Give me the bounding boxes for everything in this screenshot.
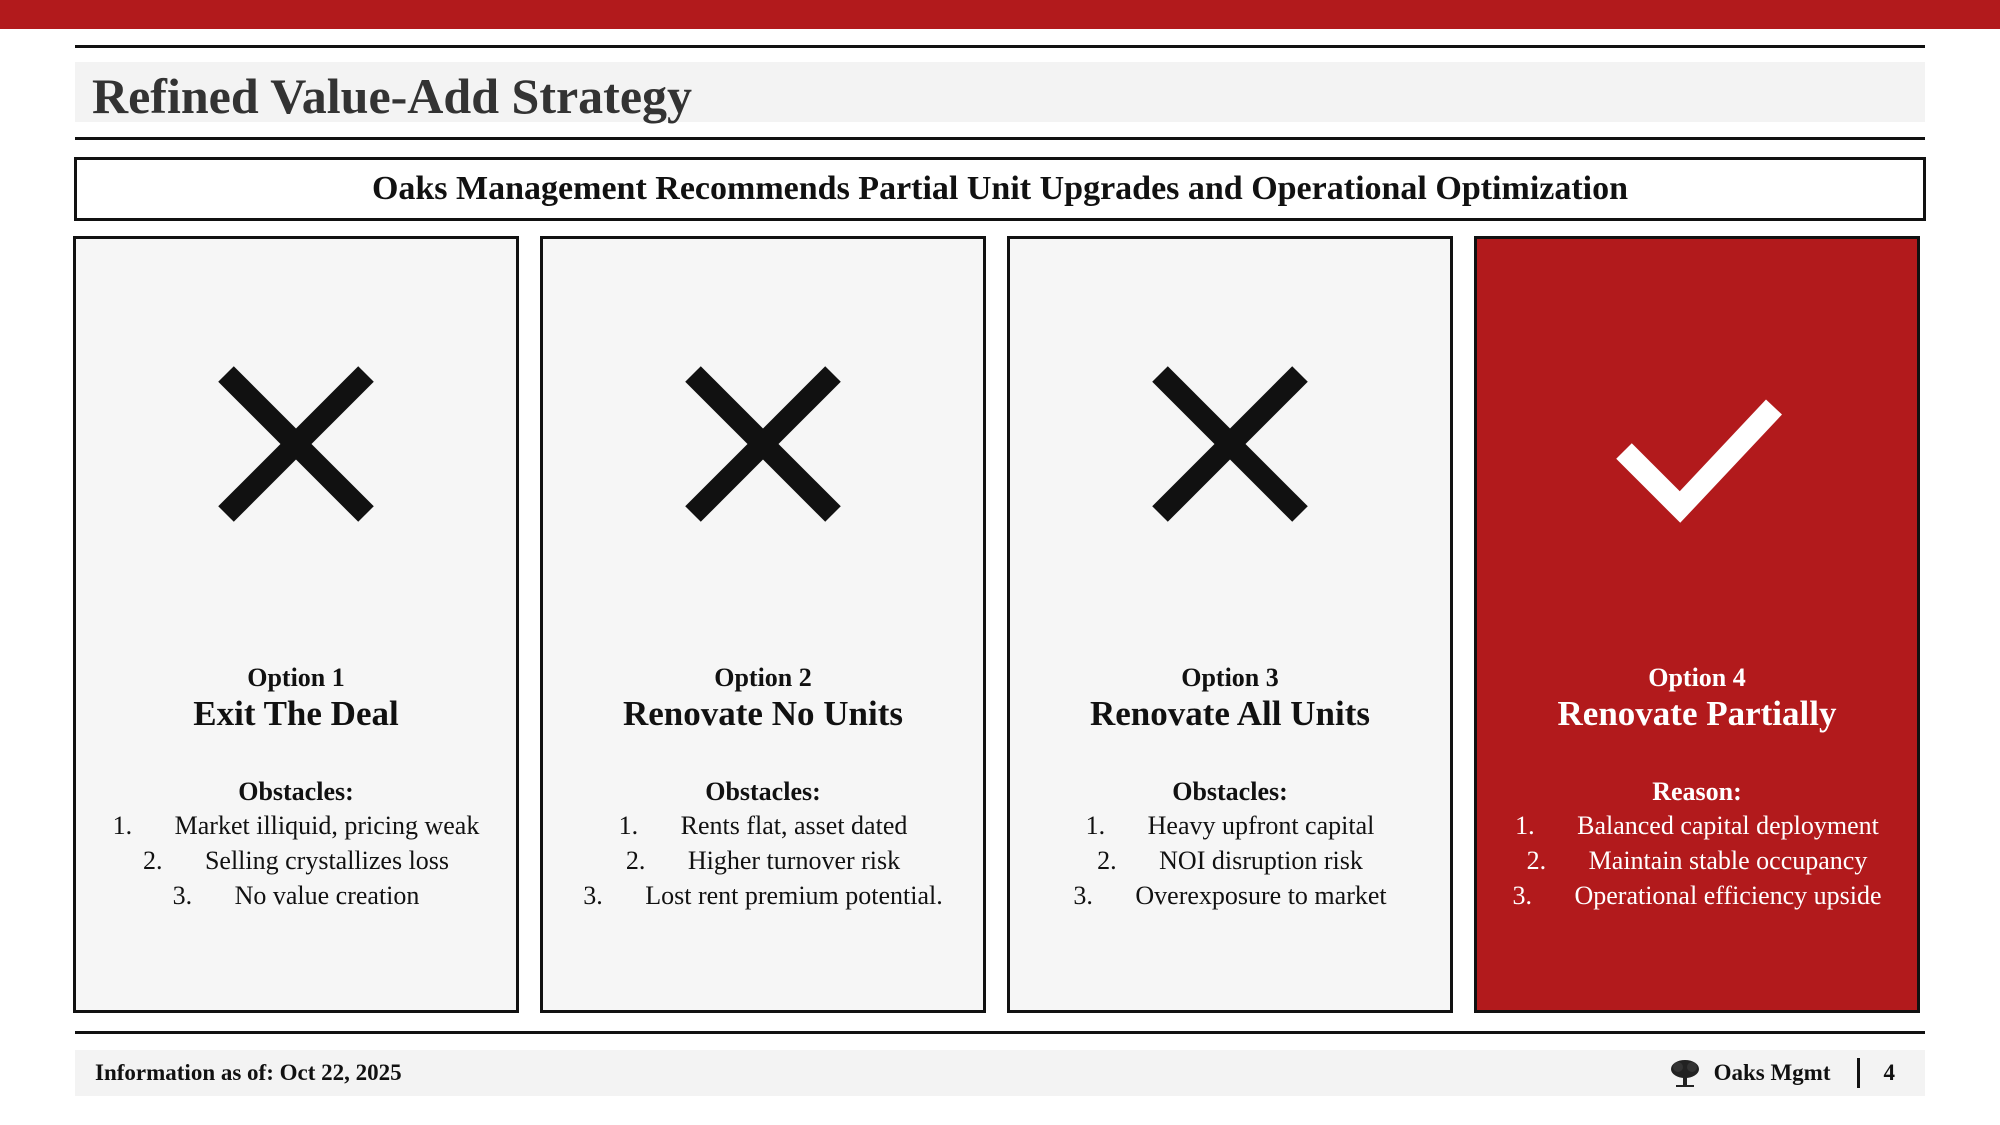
list-item xyxy=(1477,808,1917,843)
list-item xyxy=(76,878,516,913)
option-number: Option 3 xyxy=(1181,663,1279,692)
list-item xyxy=(1477,843,1917,878)
list-item xyxy=(76,808,516,843)
list-item xyxy=(543,808,983,843)
list-item xyxy=(1010,878,1450,913)
item-number: 3. xyxy=(1512,881,1532,910)
section-label: Obstacles: xyxy=(705,777,821,806)
list-item xyxy=(543,878,983,913)
list-item xyxy=(76,843,516,878)
obstacle-list xyxy=(1010,808,1450,913)
item-text: Rents flat, asset dated xyxy=(680,811,908,840)
as-of-date: Information as of: Oct 22, 2025 xyxy=(95,1060,402,1085)
option-card-4-recommended xyxy=(1474,236,1920,1013)
item-number: 1. xyxy=(1085,811,1106,840)
page-title: Refined Value-Add Strategy xyxy=(92,68,693,124)
option-number: Option 2 xyxy=(714,663,812,692)
option-card-2 xyxy=(540,236,986,1013)
recommendation-text: Oaks Management Recommends Partial Unit Upgrades and Operational Optimization xyxy=(371,170,1629,207)
item-number: 2. xyxy=(1097,846,1117,875)
obstacle-list xyxy=(76,808,516,913)
header-bottom-rule xyxy=(75,137,1925,140)
item-text: No value creation xyxy=(234,881,420,910)
x-icon xyxy=(211,359,381,529)
check-icon xyxy=(1612,359,1782,529)
option-card-3 xyxy=(1007,236,1453,1013)
item-number: 3. xyxy=(1073,881,1093,910)
header-top-rule xyxy=(75,45,1925,48)
x-icon xyxy=(1145,359,1315,529)
item-text: Overexposure to market xyxy=(1135,881,1387,910)
item-number: 1. xyxy=(1515,811,1535,840)
footer-rule xyxy=(75,1031,1925,1034)
section-label: Reason: xyxy=(1652,777,1742,806)
list-item xyxy=(1010,843,1450,878)
x-icon xyxy=(678,359,848,529)
reason-list xyxy=(1477,808,1917,913)
brand-name: Oaks Mgmt xyxy=(1713,1060,1831,1085)
list-item xyxy=(1010,808,1450,843)
section-label: Obstacles: xyxy=(238,777,354,806)
item-text: Selling crystallizes loss xyxy=(204,846,450,875)
list-item xyxy=(1477,878,1917,913)
item-text: Operational efficiency upside xyxy=(1574,881,1882,910)
item-text: Maintain stable occupancy xyxy=(1588,846,1868,875)
option-number: Option 1 xyxy=(247,663,345,692)
footer-brand xyxy=(1670,1058,1895,1088)
recommendation-banner xyxy=(74,157,1926,221)
option-number: Option 4 xyxy=(1648,663,1746,692)
item-text: NOI disruption risk xyxy=(1159,846,1363,875)
footer-separator xyxy=(1857,1058,1860,1088)
obstacle-list xyxy=(543,808,983,913)
list-item xyxy=(543,843,983,878)
page-number: 4 xyxy=(1883,1060,1895,1085)
top-accent-bar xyxy=(0,0,2000,29)
option-title: Renovate Partially xyxy=(1557,694,1837,733)
item-text: Heavy upfront capital xyxy=(1147,811,1375,840)
item-number: 2. xyxy=(1526,846,1547,875)
option-title: Renovate No Units xyxy=(623,694,903,733)
item-number: 2. xyxy=(625,846,646,875)
item-number: 1. xyxy=(618,811,639,840)
item-number: 3. xyxy=(172,881,193,910)
option-title: Renovate All Units xyxy=(1090,694,1370,733)
item-text: Market illiquid, pricing weak xyxy=(174,811,480,840)
option-title: Exit The Deal xyxy=(193,694,399,733)
oak-tree-icon xyxy=(1670,1058,1700,1088)
item-number: 1. xyxy=(112,811,133,840)
item-number: 2. xyxy=(142,846,163,875)
item-text: Lost rent premium potential. xyxy=(645,881,943,910)
item-number: 3. xyxy=(583,881,603,910)
option-card-1 xyxy=(73,236,519,1013)
item-text: Balanced capital deployment xyxy=(1577,811,1879,840)
section-label: Obstacles: xyxy=(1172,777,1288,806)
item-text: Higher turnover risk xyxy=(687,846,901,875)
